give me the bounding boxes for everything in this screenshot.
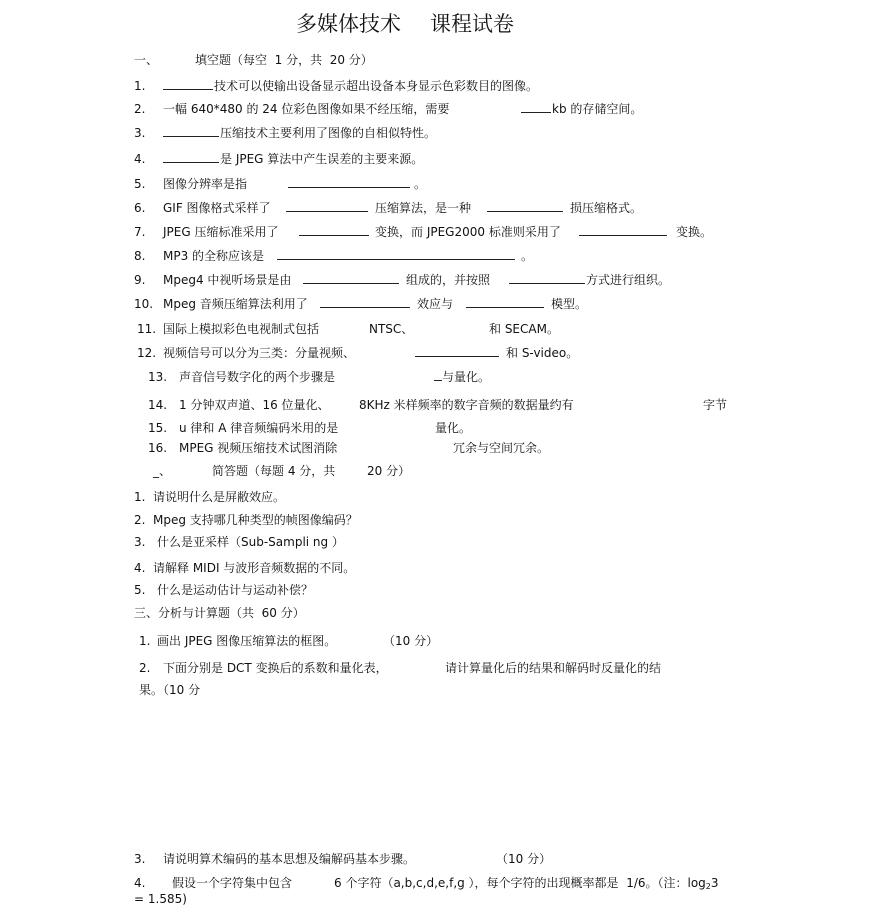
section2-heading-points: 20 分） <box>367 464 411 478</box>
s3-q4-text-d: = 1.585) <box>134 892 187 906</box>
q7-blank-2 <box>579 224 667 236</box>
s3-q3-number: 3. <box>134 852 146 866</box>
s3-q2-text-a: 下面分别是 DCT 变换后的系数和量化表， <box>163 661 388 675</box>
s3-q4-text-b-main: 6 个字符（a,b,c,d,e,f,g ），每个字符的出现概率都是 1/6。（注：log <box>334 876 706 890</box>
q2-blank <box>521 101 551 113</box>
section2-heading: 简答题（每题 4 分，共 <box>212 464 336 478</box>
q11-text-b: NTSC、 <box>369 322 414 336</box>
q15-text-b: 量化。 <box>435 421 472 435</box>
q8-number: 8. <box>134 249 146 263</box>
q11-text-c: 和 SECAM。 <box>489 322 559 336</box>
s3-q4-log-subscript: 2 <box>705 882 711 891</box>
q12-text-b: 和 S-video。 <box>506 346 579 360</box>
s3-q2-text-b: 请计算量化后的结果和解码时反量化的结 <box>445 661 662 675</box>
q15-number: 15. <box>148 421 168 435</box>
q2-number: 2. <box>134 102 146 116</box>
s3-q1-points: （10 分） <box>383 634 439 648</box>
section2-number: _、 <box>153 464 172 478</box>
q5-text-a: 图像分辨率是指 <box>163 177 248 191</box>
s2-q1-number: 1. <box>134 490 146 504</box>
q6-text-c: 损压缩格式。 <box>570 201 643 215</box>
q13-blank <box>434 369 442 381</box>
q6-text-b: 压缩算法，是一种 <box>375 201 472 215</box>
s3-q2-number: 2. <box>139 661 151 675</box>
q1-number: 1. <box>134 79 146 93</box>
s3-q4-text-b <box>334 875 719 895</box>
q13-text-b: 与量化。 <box>442 370 491 384</box>
q13-text-a: 声音信号数字化的两个步骤是 <box>179 370 336 384</box>
q9-text-b: 组成的，并按照 <box>406 273 491 287</box>
q14-text-b: 8KHz 米样频率的数字音频的数据量约有 <box>359 398 574 412</box>
exam-title-part2: 课程试卷 <box>430 12 514 36</box>
exam-title-part1: 多媒体技术 <box>296 12 401 36</box>
q7-blank-1 <box>299 224 369 236</box>
q10-text-a: Mpeg 音频压缩算法利用了 <box>163 297 308 311</box>
q1-blank <box>163 78 213 90</box>
q11-text-a: 国际上模拟彩色电视制式包括 <box>163 322 320 336</box>
section1-heading: 填空题（每空 1 分，共 20 分） <box>195 53 373 67</box>
q16-text-a: MPEG 视频压缩技术试图消除 <box>179 441 338 455</box>
q12-blank <box>415 345 499 357</box>
q4-blank <box>163 151 219 163</box>
s2-q2-number: 2. <box>134 513 146 527</box>
section1-number: 一、 <box>134 53 159 67</box>
q6-blank-1 <box>286 200 368 212</box>
q15-text-a: u 律和 A 律音频编码米用的是 <box>179 421 339 435</box>
q8-blank <box>277 248 515 260</box>
q5-blank <box>288 176 410 188</box>
s2-q1-text: 请说明什么是屏敝效应。 <box>153 490 286 504</box>
q14-number: 14. <box>148 398 168 412</box>
q4-text: 是 JPEG 算法中产生误差的主要来源。 <box>220 152 424 166</box>
q12-number: 12. <box>137 346 157 360</box>
q10-blank-1 <box>320 296 410 308</box>
q14-text-a: 1 分钟双声道、16 位量化、 <box>179 398 330 412</box>
q8-text-b: 。 <box>521 249 534 263</box>
s2-q3-number: 3. <box>134 535 146 549</box>
q3-blank <box>163 125 219 137</box>
q3-number: 3. <box>134 126 146 140</box>
q2-text-a: 一幅 640*480 的 24 位彩色图像如果不经压缩，需要 <box>163 102 450 116</box>
s3-q1-text: 画出 JPEG 图像压缩算法的框图。 <box>157 634 337 648</box>
q5-number: 5. <box>134 177 146 191</box>
q2-text-b: kb 的存储空间。 <box>552 102 643 116</box>
q9-text-a: Mpeg4 中视听场景是由 <box>163 273 292 287</box>
s2-q3-text: 什么是亚采样（Sub-Sampli ng ） <box>157 535 344 549</box>
q10-number: 10. <box>134 297 154 311</box>
s3-q1-number: 1. <box>139 634 151 648</box>
s3-q3-text: 请说明算术编码的基本思想及编解码基本步骤。 <box>163 852 416 866</box>
q8-text-a: MP3 的全称应该是 <box>163 249 265 263</box>
s3-q4-number: 4. <box>134 876 146 890</box>
s3-q2-text-c: 果。（10 分 <box>139 683 201 697</box>
s3-q4-text-a: 假设一个字符集中包含 <box>172 876 293 890</box>
q7-text-a: JPEG 压缩标准采用了 <box>163 225 279 239</box>
q5-text-b: 。 <box>414 177 427 191</box>
q9-blank-2 <box>509 272 585 284</box>
q9-blank-1 <box>303 272 399 284</box>
q9-number: 9. <box>134 273 146 287</box>
q1-text: 技术可以使输出设备显示超出设备本身显示色彩数目的图像。 <box>214 79 539 93</box>
q11-number: 11. <box>137 322 157 336</box>
q4-number: 4. <box>134 152 146 166</box>
q3-text: 压缩技术主要利用了图像的自相似特性。 <box>220 126 437 140</box>
s2-q2-text: Mpeg 支持哪几种类型的帧图像编码？ <box>153 513 358 527</box>
q7-text-b: 变换，而 JPEG2000 标准则采用了 <box>375 225 561 239</box>
q10-blank-2 <box>466 296 544 308</box>
q10-text-c: 模型。 <box>551 297 588 311</box>
s2-q4-text: 请解释 MIDI 与波形音频数据的不同。 <box>153 561 356 575</box>
section3-heading: 三、分析与计算题（共 60 分） <box>134 606 305 620</box>
s2-q4-number: 4. <box>134 561 146 575</box>
q9-text-c: 方式进行组织。 <box>586 273 671 287</box>
s2-q5-text: 什么是运动估计与运动补偿？ <box>157 583 314 597</box>
q10-text-b: 效应与 <box>417 297 454 311</box>
q6-number: 6. <box>134 201 146 215</box>
q7-text-c: 变换。 <box>676 225 713 239</box>
q14-text-c: 字节 <box>703 398 728 412</box>
q6-text-a: GIF 图像格式采样了 <box>163 201 271 215</box>
q13-number: 13. <box>148 370 168 384</box>
q7-number: 7. <box>134 225 146 239</box>
q16-number: 16. <box>148 441 168 455</box>
q12-text-a: 视频信号可以分为三类：分量视频、 <box>163 346 356 360</box>
q16-text-b: 冗余与空间冗余。 <box>453 441 550 455</box>
s3-q4-log-arg: 3 <box>710 876 719 890</box>
s2-q5-number: 5. <box>134 583 146 597</box>
s3-q3-points: （10 分） <box>496 852 552 866</box>
q6-blank-2 <box>487 200 563 212</box>
